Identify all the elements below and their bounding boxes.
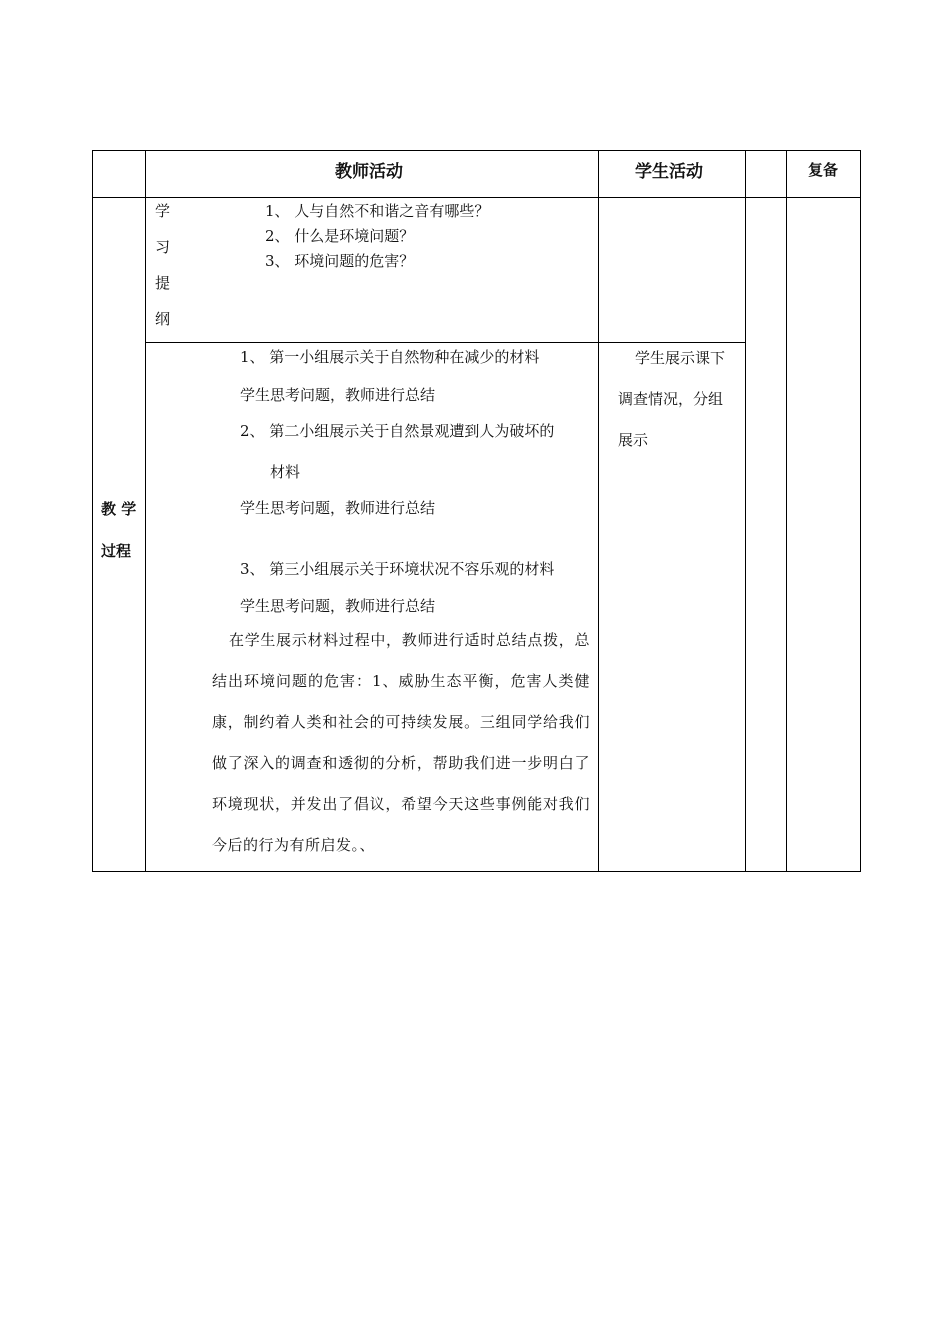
process-item-2: 2、 第二小组展示关于自然景观遭到人为破坏的 [240,422,555,440]
process-item-2-continued: 材料 [270,463,301,481]
grid-line [145,342,745,343]
outline-label-char: 学 [155,202,171,220]
outline-item: 3、 环境问题的危害？ [265,252,415,270]
header-review: 复备 [808,161,839,179]
process-item-3: 3、 第三小组展示关于环境状况不容乐观的材料 [240,560,555,578]
student-activity-line: 展示 [618,431,649,449]
student-activity-line: 调查情况，分组 [618,390,724,408]
outline-label-char: 纲 [155,310,171,328]
grid-line [598,150,599,872]
outline-label-char: 提 [155,274,171,292]
outline-label-char: 习 [155,238,171,256]
grid-line [745,150,746,872]
header-teacher-activity: 教师活动 [335,162,403,182]
process-item-1: 1、 第一小组展示关于自然物种在减少的材料 [240,348,540,366]
outline-item: 1、 人与自然不和谐之音有哪些？ [265,202,490,220]
side-label-process: 过程 [101,542,132,560]
process-think-3: 学生思考问题，教师进行总结 [240,597,436,615]
process-think-1: 学生思考问题，教师进行总结 [240,386,436,404]
grid-line [786,150,787,872]
side-label-teaching: 教 学 [101,500,137,518]
grid-line [92,197,861,198]
student-activity-line: 学生展示课下 [635,349,726,367]
header-student-activity: 学生活动 [635,162,703,182]
process-think-2: 学生思考问题，教师进行总结 [240,499,436,517]
outline-item: 2、 什么是环境问题？ [265,227,415,245]
process-summary: 在学生展示材料过程中，教师进行适时总结点拨，总结出环境问题的危害：1、威胁生态平衡，危害人类健康，制约着人类和社会的可持续发展。三组同学给我们做了深入的调查和透彻的分析，帮助我们进一步明白了环境现状，并发出了倡议，希望今天这些事例能对我们今后的行为有所启发。、 [212,631,590,854]
grid-line [145,150,146,872]
